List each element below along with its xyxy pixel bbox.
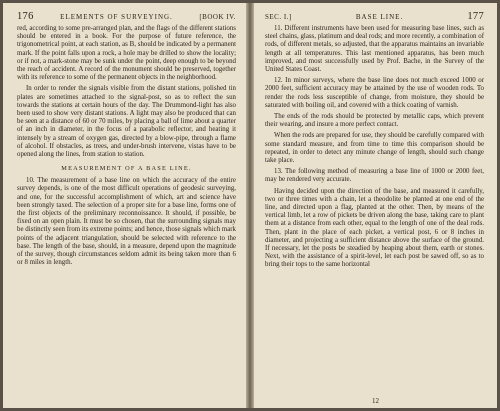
paragraph: Having decided upon the direction of the base, and measured it carefully, two or three times with a chain, let a theodolite be planted at one end of the line, and directed upon a flag, planted at the other. Then, by means of the vertical limb, let a row of pickets be driven along the base, taking care to plant them at a distance from each other, equal to the length of one of the deal rods. Then, plant in the place of each picket, a vertical post, 6 or 8 inches in diameter, and projecting a sufficient distance above the surface of the ground. If necessary, let the posts be steadied by heaping about them, earth or stones. Next, with the assistance of a spirit-level, let each post be sawed off, so as to bring their tops to the same horizontal: [265, 187, 484, 269]
running-head: ELEMENTS OF SURVEYING.: [60, 13, 173, 21]
paragraph: red, according to some pre-arranged plan, and the flags of the different stations should be entered in a book. For the purpose of future reference, the trigonometrical point, at each station, as B, should be indicated by a permanent mark. If the point falls upon a rock, a hole may be drilled to show the locality; or if not, a mark-stone may be sunk under the point, deep enough to be beyond the reach of accident. A record of the monument should be preserved, together with its reference to some of the permanent objects in the neighborhood.: [17, 25, 236, 82]
left-page: [3, 3, 246, 408]
signature-mark: 12: [372, 397, 379, 405]
paragraph: When the rods are prepared for use, they should be carefully compared with some standard measure, and from time to time this comparison should be repeated, in order to detect any minute change of length, should such change take place.: [265, 132, 484, 165]
book-gutter: [246, 3, 254, 408]
running-head: BASE LINE.: [355, 13, 404, 21]
section-heading: MEASUREMENT OF A BASE LINE.: [61, 165, 192, 173]
left-page-header: [17, 11, 236, 22]
right-page: [254, 3, 497, 408]
page-number: 176: [17, 11, 34, 22]
paragraph: 13. The following method of measuring a base line of 1000 or 2000 feet, may be rendered very accurate.: [265, 168, 484, 184]
section-reference: SEC. I.]: [265, 13, 292, 21]
paragraph: 12. In minor surveys, where the base line does not much exceed 1000 or 2000 feet, sufficient accuracy may be attained by the use of wooden rods. To render the rods less susceptible of change, from moisture, they should be saturated with boiling oil, and covered with a thick coating of varnish.: [265, 77, 484, 109]
right-page-header: [265, 11, 484, 22]
page-number: 177: [467, 11, 484, 22]
book-reference: [BOOK IV.: [199, 13, 236, 21]
paragraph: 11. Different instruments have been used for measuring base lines, such as steel chains, glass, platinum and deal rods; and more recently, a combination of rods, of different metals, so adjusted, that the apparatus maintains an invariable length at all temperatures. This last mentioned apparatus, has been much improved, and most successfully used by Prof. Bache, in the Survey of the United States Coast.: [265, 25, 484, 74]
paragraph: In order to render the signals visible from the distant stations, polished tin plates are sometimes attached to the signal-post, so as to reflect the sun towards the stations at certain hours of the day. The Drummond-light has also been used to show very distant stations. A light may also be produced that can be seen at a distance of 60 or 70 miles, by placing a ball of lime about a quarter of an inch in diameter, in the focus of a parabolic reflector, and heating it intensely by a stream of oxygen gas, directed by a blow-pipe, through a flame of alcohol. If obstacles, as trees, and under-brush intervene, vistas have to be opened along the lines, from station to station.: [17, 85, 236, 159]
paragraph: 10. The measurement of a base line on which the accuracy of the entire survey depends, is one of the most difficult operations of geodesic surveying, and one, for the successful accomplishment of which, art and science have been strongly taxed. The selection of a proper site for a base line, forms one of the first objects of the preliminary reconnoissance. It should, if possible, be fixed on an open plain. It must be so chosen, that the surrounding signals may be distinctly seen from its extreme points; and hence, those signals which mark points of the adjacent triangulation, should be selected with reference to the base. The length of the base, should, in a measure, depend upon the magnitude of the survey, though circumstances seldom admit its being taken more than 6 or 8 miles in length.: [17, 177, 236, 267]
paragraph: The ends of the rods should be protected by metallic caps, which prevent their wearing, and insure a more perfect contact.: [265, 113, 484, 129]
